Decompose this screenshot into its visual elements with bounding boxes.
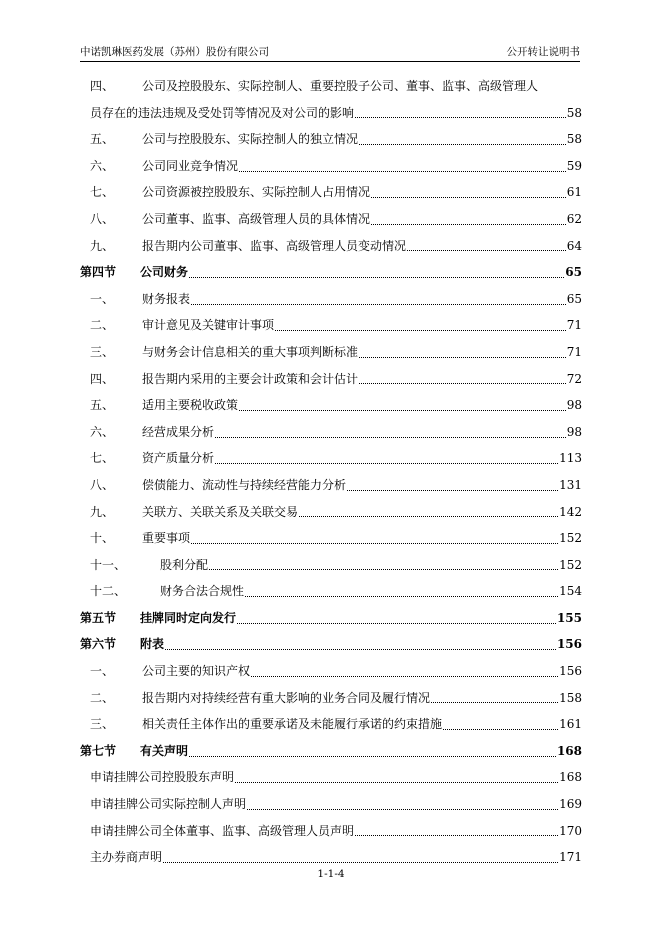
toc-section-heading[interactable] [80, 605, 582, 632]
toc-entry-page: 168 [556, 743, 582, 758]
toc-entry-number: 五、 [90, 398, 115, 413]
toc-entry[interactable] [80, 179, 582, 206]
toc-entry-page: 58 [566, 132, 582, 147]
table-of-contents [80, 73, 582, 871]
toc-entry[interactable] [80, 499, 582, 526]
toc-entry[interactable] [80, 312, 582, 339]
toc-entry-number: 九、 [90, 238, 115, 253]
toc-entry[interactable] [80, 658, 582, 685]
dot-leader [247, 809, 558, 810]
toc-entry[interactable] [80, 445, 582, 472]
dot-leader [239, 410, 566, 411]
toc-entry-title: 申请挂牌公司实际控制人声明 [90, 797, 247, 812]
toc-entry-number: 七、 [90, 185, 115, 200]
toc-entry-page: 65 [566, 291, 582, 306]
toc-entry-page: 113 [559, 451, 582, 466]
toc-entry-page: 61 [566, 185, 582, 200]
header-document-title: 公开转让说明书 [506, 46, 580, 58]
dot-leader [209, 569, 558, 570]
dot-leader [407, 250, 566, 251]
toc-entry[interactable] [80, 286, 582, 313]
dot-leader [347, 490, 558, 491]
dot-leader [443, 729, 558, 730]
dot-leader [237, 623, 556, 624]
toc-entry-title: 公司同业竞争情况 [142, 158, 239, 173]
dot-leader [163, 862, 558, 863]
toc-entry-title: 财务报表 [142, 291, 191, 306]
dot-leader [299, 516, 558, 517]
toc-entry-title: 与财务会计信息相关的重大事项判断标准 [142, 344, 359, 359]
toc-entry-page: 142 [559, 504, 582, 519]
toc-entry-page: 169 [559, 797, 582, 812]
toc-entry-page: 156 [556, 637, 582, 652]
dot-leader [189, 277, 564, 278]
toc-entry-title: 关联方、关联关系及关联交易 [142, 504, 299, 519]
toc-entry[interactable] [80, 791, 582, 818]
toc-entry[interactable] [80, 472, 582, 499]
dot-leader [371, 224, 566, 225]
toc-entry-title: 股利分配 [160, 557, 209, 572]
toc-entry-page: 71 [566, 344, 582, 359]
toc-entry[interactable] [80, 392, 582, 419]
toc-entry-title: 资产质量分析 [142, 451, 215, 466]
toc-entry-number: 第四节 [80, 265, 117, 280]
toc-entry-title: 公司与控股股东、实际控制人的独立情况 [142, 132, 359, 147]
toc-entry-number: 第六节 [80, 637, 117, 652]
dot-leader [245, 596, 558, 597]
toc-entry-number: 六、 [90, 158, 115, 173]
toc-entry-title: 经营成果分析 [142, 424, 215, 439]
toc-entry-title: 审计意见及关键审计事项 [142, 318, 275, 333]
dot-leader [191, 543, 558, 544]
toc-entry-number: 四、 [90, 79, 115, 93]
toc-entry-number: 七、 [90, 451, 115, 466]
dot-leader [371, 197, 566, 198]
toc-entry-title: 附表 [140, 637, 165, 652]
toc-entry[interactable] [80, 525, 582, 552]
toc-entry[interactable] [80, 366, 582, 393]
toc-entry[interactable] [80, 578, 582, 605]
toc-entry-page: 154 [559, 584, 582, 599]
toc-entry-title: 相关责任主体作出的重要承诺及未能履行承诺的约束措施 [142, 717, 443, 732]
toc-entry-title: 报告期内采用的主要会计政策和会计估计 [142, 371, 359, 386]
dot-leader [355, 117, 566, 118]
toc-section-heading[interactable] [80, 738, 582, 765]
dot-leader [359, 383, 566, 384]
toc-entry-title: 有关声明 [140, 743, 189, 758]
toc-entry-line [80, 73, 582, 100]
dot-leader [359, 357, 566, 358]
toc-entry-page: 98 [566, 398, 582, 413]
toc-entry-number: 八、 [90, 211, 115, 226]
dot-leader [275, 330, 566, 331]
toc-entry-page: 152 [559, 531, 582, 546]
toc-entry-number: 三、 [90, 344, 115, 359]
toc-entry-number: 六、 [90, 424, 115, 439]
toc-entry[interactable] [80, 552, 582, 579]
dot-leader [235, 782, 558, 783]
toc-entry-title: 申请挂牌公司全体董事、监事、高级管理人员声明 [90, 823, 355, 838]
dot-leader [355, 835, 558, 836]
toc-entry[interactable] [80, 419, 582, 446]
toc-entry-number: 二、 [90, 690, 115, 705]
dot-leader [251, 676, 558, 677]
toc-entry-number: 一、 [90, 291, 115, 306]
toc-entry-page: 71 [566, 318, 582, 333]
toc-entry-title: 申请挂牌公司控股股东声明 [90, 770, 235, 785]
dot-leader [215, 437, 566, 438]
toc-entry[interactable] [80, 233, 582, 260]
toc-entry-title: 公司财务 [140, 265, 189, 280]
toc-entry-page: 152 [559, 557, 582, 572]
toc-entry-title: 财务合法合规性 [160, 584, 245, 599]
toc-entry[interactable] [80, 764, 582, 791]
toc-entry-number: 第七节 [80, 743, 117, 758]
toc-entry-line [80, 100, 582, 127]
toc-entry-title: 员存在的违法违规及受处罚等情况及对公司的影响 [90, 105, 355, 120]
toc-entry-number: 三、 [90, 717, 115, 732]
toc-entry-title: 报告期内公司董事、监事、高级管理人员变动情况 [142, 238, 407, 253]
toc-entry-title: 报告期内对持续经营有重大影响的业务合同及履行情况 [142, 690, 431, 705]
toc-entry-page: 158 [559, 690, 582, 705]
toc-entry-page: 62 [566, 211, 582, 226]
page-number: 1-1-4 [317, 868, 345, 880]
toc-entry-page: 168 [559, 770, 582, 785]
toc-entry[interactable] [80, 126, 582, 153]
toc-entry-title: 主办券商声明 [90, 850, 163, 865]
toc-entry-number: 十一、 [90, 557, 127, 572]
toc-entry-title: 公司主要的知识产权 [142, 664, 251, 679]
toc-entry[interactable] [80, 685, 582, 712]
page-header [80, 44, 580, 62]
toc-entry-page: 161 [559, 717, 582, 732]
dot-leader [191, 304, 566, 305]
toc-entry-page: 156 [559, 664, 582, 679]
toc-entry-number: 一、 [90, 664, 115, 679]
toc-entry[interactable] [80, 153, 582, 180]
toc-entry-page: 170 [559, 823, 582, 838]
toc-entry-number: 十二、 [90, 584, 127, 599]
toc-entry-number: 五、 [90, 132, 115, 147]
dot-leader [189, 756, 556, 757]
toc-entry-number: 四、 [90, 371, 115, 386]
toc-entry-page: 64 [566, 238, 582, 253]
toc-entry-page: 155 [556, 610, 582, 625]
toc-entry[interactable] [80, 206, 582, 233]
dot-leader [431, 702, 558, 703]
toc-entry-number: 第五节 [80, 610, 117, 625]
toc-entry-page: 59 [566, 158, 582, 173]
toc-entry-page: 65 [565, 265, 582, 280]
toc-section-heading[interactable] [80, 259, 582, 286]
toc-entry-title: 公司董事、监事、高级管理人员的具体情况 [142, 211, 371, 226]
toc-entry[interactable] [80, 844, 582, 871]
toc-entry-number: 十、 [90, 531, 115, 546]
toc-entry-number: 二、 [90, 318, 115, 333]
toc-entry-page: 98 [566, 424, 582, 439]
toc-entry-page: 131 [559, 477, 582, 492]
dot-leader [165, 649, 556, 650]
toc-entry-title: 公司及控股股东、实际控制人、重要控股子公司、董事、监事、高级管理人 [142, 79, 539, 93]
toc-entry-page: 72 [566, 371, 582, 386]
toc-entry[interactable] [80, 339, 582, 366]
toc-entry-title: 挂牌同时定向发行 [140, 610, 237, 625]
toc-entry[interactable] [80, 818, 582, 845]
dot-leader [239, 171, 566, 172]
toc-entry[interactable] [80, 73, 582, 126]
dot-leader [359, 144, 566, 145]
toc-entry[interactable] [80, 711, 582, 738]
header-company-name: 中诺凯琳医药发展（苏州）股份有限公司 [80, 46, 269, 58]
toc-entry-title: 偿债能力、流动性与持续经营能力分析 [142, 477, 347, 492]
toc-section-heading[interactable] [80, 631, 582, 658]
toc-entry-number: 九、 [90, 504, 115, 519]
toc-entry-page: 171 [559, 850, 582, 865]
toc-entry-title: 公司资源被控股股东、实际控制人占用情况 [142, 185, 371, 200]
toc-entry-title: 重要事项 [142, 531, 191, 546]
toc-entry-page: 58 [566, 105, 582, 120]
toc-entry-number: 八、 [90, 477, 115, 492]
dot-leader [215, 463, 558, 464]
toc-entry-title: 适用主要税收政策 [142, 398, 239, 413]
